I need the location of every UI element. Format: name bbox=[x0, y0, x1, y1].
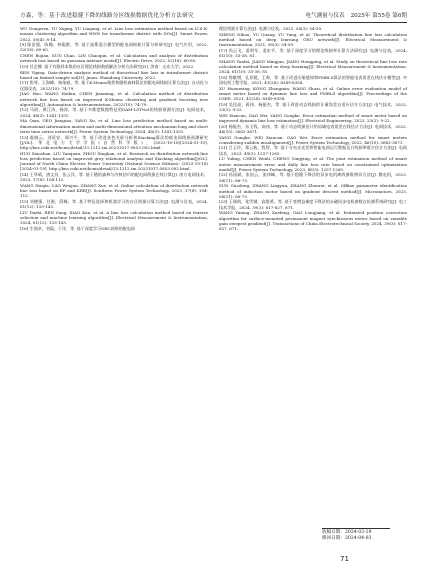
reference-entry: [17] 尚云飞，姜明军，姜宏平，等. 基于深度学习的理论线损率计算方法研究[J]. 电测与仪表，2024, 61(10): 33-38, 81. bbox=[219, 47, 407, 59]
reference-entry: [14] 王华靖，唐文昌，张云洋，等. 基于随机森林与内核回归的配电网线损在线计算[J]. 南方电网技术，2023, 17(8): 104-112. bbox=[20, 172, 208, 183]
header-journal-info bbox=[305, 11, 407, 19]
page-number: 71 bbox=[340, 555, 349, 563]
reference-entry: WANG Yiming, ZHANG Xuefeng, GAO Longjiang, et al. Estimated position correction algorithm for surface-mounted permanent magnet synchronous motor based on variable gain steepest gradient[J]. Transactions of China Electrotechnical Society, 2024, 39(3): 617-627, 671. bbox=[219, 210, 407, 232]
reference-entry: WEI Xiancan, GAO Wei, YANG Gongke. Error estimation method of smart meter based on improved dynamic line loss estimation[J]. Electrical Engineering, 2022, 23(2): 9-22. bbox=[219, 112, 407, 123]
running-header bbox=[20, 8, 407, 23]
reference-entry: [15] 刘德强，任源，薛峰，等. 基于特征选择和机器学习的台区线损计算方法[J]. 电测与仪表，2024, 61(12): 133-143. bbox=[20, 199, 208, 210]
reference-entry: [18] 徐雅增，孔祥媛，王帅，等. 基于改进压缩感知和FMBLS算法的智能电表误差在线估计模型[J]. 中国电机工程学报，2021, 41(24): 8349-8358. bbox=[219, 74, 407, 86]
revised-date: 修回日期：2024-04-03 bbox=[322, 536, 372, 542]
reference-entry: XU Huanwang, KONG Zhongmin, WANG Shuai, et al. Online error evaluation model of smart meter based on dynamic line loss and FMBLS algorithm[J]. Proceedings of the CSEE, 2021, 41(24): 8349-8358. bbox=[219, 85, 407, 102]
reference-entry: [22] 孙国斌，张国云，张伟峰，等. 基于稳健下降法的异步电机离线参数辨识方法[J]. 微电机，2023, 56(11): 66-73. bbox=[219, 172, 407, 183]
reference-entry: [12] 马倩，黄江涛，杨涛，等. 基于多维度数据特征的DAM-LSTNet的线损预测方法[J]. 电网技术，2024, 48(3): 1341-1351. bbox=[20, 107, 208, 118]
received-date: 收稿日期：2024-03-19 bbox=[322, 530, 372, 535]
dates-divider bbox=[322, 528, 390, 529]
reference-entry: LIU Dazhi, REN Sang, XIAO Kun, et al. A line loss calculation method based on feature selection and machine learning algorithm[J]. Electrical Measurement & Instrumentation, 2024, 61(12): 133-143. bbox=[20, 209, 208, 226]
reference-entry: 理论线损计算方法[J]. 电测与仪表，2021, 58(3): 54-59. bbox=[219, 26, 323, 31]
reference-entry: [16] 生润卓，刘葆，于洋，等. 基于深度学习GRU网络的配电网 bbox=[20, 226, 135, 232]
reference-entry: [21] 吕玉玲，郑云秋，程智，等. 基于分布式光伏和智能电网运行数据及日线损率联合估计方法[J]. 电网技术，2023, 49(3): 1257-1265. bbox=[219, 145, 407, 156]
reference-entry: SUN Guodong, ZHANG Lingyun, ZHANG Zhenrui, et al. Offline parameter identification method of induction motor based on gradient descent method[J]. Micromotors, 2023, 56(11): 66-73. bbox=[219, 183, 407, 199]
journal-issue: 2025年 第55卷 第6期 bbox=[350, 13, 407, 19]
reference-entry: MA Qian, GEO Jiangtao, YANG Xu, et al. Line loss prediction method based on multi-dimensional information matrix and multi-dimensional attention mechanism-long and short term time series network[J]. Power System Technology, 2024, 48(3): 1341-1351. bbox=[20, 118, 208, 134]
reference-entry: CHEN Bojian, XUN Chao, LIN Chaoqun, et al. Calculation and analysis of distribution network loss based on gaussian mixture model[J]. Electric Drive, 2022, 52(18): 60-65. bbox=[20, 53, 208, 64]
reference-entry: WU Dongwen, YU Xiqing, YU Liugang, et al. Line loss estimation method based on ICS-K-means clustering algorithm and WNN for transformer district with DGs[J]. Smart Power, 2022, 50(4): 8-14. bbox=[20, 26, 208, 42]
reference-entry: YANG Gongke, WEI Xiancan, GAO Wei. Error estimation method for smart meters considering sudden misalignment[J]. Power System Technology, 2022, 46(10): 3662-3671. bbox=[219, 134, 407, 145]
reference-entry: SHENG Nikou, YU Quang, YU Yang, et al. Theoretical distribution line loss calculation method based on deep learning GRU network[J]. Electrical Measurement & Instrumentation, 2021, 58(3): 54-59. bbox=[219, 31, 407, 48]
reference-entry: SHANG Yunfei, JIANG Mingjun, JIANG Hongping, et al. Study on theoretical line loss rate calculation method based on deep learning[J]. Electrical Measurement & Instrumentation, 2024, 61(10): 33-38, 81. bbox=[219, 58, 407, 75]
article-dates bbox=[322, 528, 390, 542]
reference-entry: [19] 吴佳高，蒋伟，杨振杰，等. 基于改进动态线损的计量误差自适应估计方法[J]. 电气技术，2022, 23(2): 9-22. bbox=[219, 101, 407, 113]
reference-entry: WANG Huajia, CAO Wenjun, ZHANG Xue, et al. Online calculation of distribution network line loss based on RF and KRR[J]. Southern Power System Technology, 2023, 17(8): 104-112. bbox=[20, 182, 208, 199]
header-title: 方森，等：基于改进稳健下降的线路分区线损数据优化分析方法研究 bbox=[20, 13, 194, 19]
reference-entry: [20] 杨振杰，东玉钱，高伟，等. 基于动态线损估计的局域电表误差在线估计方法[J]. 电网技术，2022, 46(10): 3662-3671. bbox=[219, 123, 407, 134]
reference-entry: [9] 陈田超，陈翰，林聪群，等. 基于高斯混合模型的配电网损耗计算分析研究[J]. 电气应用，2022, 52(18): 60-65. bbox=[20, 42, 208, 53]
references-left-column bbox=[20, 26, 208, 232]
journal-name: 电气测量与仪表 bbox=[305, 13, 345, 19]
reference-entry: JIAO Hao, WANG Haifan, CHEN Jianming, et al. Calculation method of distribution network line loss based on improved K-Means clustering and gradient boosting tree algorithm[J]. Automation & Instrumentation, 2022(10): 74-79. bbox=[20, 91, 208, 107]
reference-entry: HUO Xiaoshan, LIU Yanquan, ZHOU Xinghan, et al. Research on distribution network line loss prediction based on improved grey relational analysis and Stacking algorithm[J/OL]. Journal of North China Electric Power University (Natural Science Edition): (2023-10-18)[2024-01-19]. http://kns.cnki.net/kcms/detail/13.1212.tm.20231017.0853.002.html. bbox=[20, 150, 208, 172]
reference-entry: [13] 霍晓云，刘延安，邢兴平，等. 基于改进灰色关联分析和Stacking算法的低电网线损预测研究[J/OL]. 华北电力大学学报(自然科学版)，(2023-10-18)[2024-01-19]. http://kns.cnki.net/kcms/detail/13.1212.tm.20231017.0853.002.html. bbox=[20, 134, 208, 151]
reference-entry: [23] 王瑞明，张雪钢，高俊勇，等. 基于变增益梯度下降法的永磁同步电机参数自检测系统研究[J]. 电工技术学报，2024, 39(3): 617-627, 671. bbox=[219, 199, 407, 210]
reference-entry: LU Yuling, CHEN Wenli, CHENG Yingying, et al. The joint estimation method of smart meter measurement error and daily line loss rate based on constrained optimization model[J]. Power System Technology, 2023, 49(3): 1257-1265. bbox=[219, 156, 407, 172]
reference-entry: [11] 焦琴，王海峰，杨灿斌，等. 基于K-Means聚类和随机森林算法的配电网线损计算方法[J]. 自动化与仪器仪表，2022(10): 74-79. bbox=[20, 80, 208, 91]
reference-entry: [10] 任艺娜. 基于有限样本集的台区理论线损数值解法分析方法研究[D]. 济南：山东大学，2022. bbox=[20, 63, 195, 69]
reference-entry: REN Yiping. Data-driven analysis method of theoretical line loss in transformer district based on limited sample set[D]. Jinan: Shandong University, 2022. bbox=[20, 69, 208, 80]
references-right-column bbox=[219, 26, 407, 232]
